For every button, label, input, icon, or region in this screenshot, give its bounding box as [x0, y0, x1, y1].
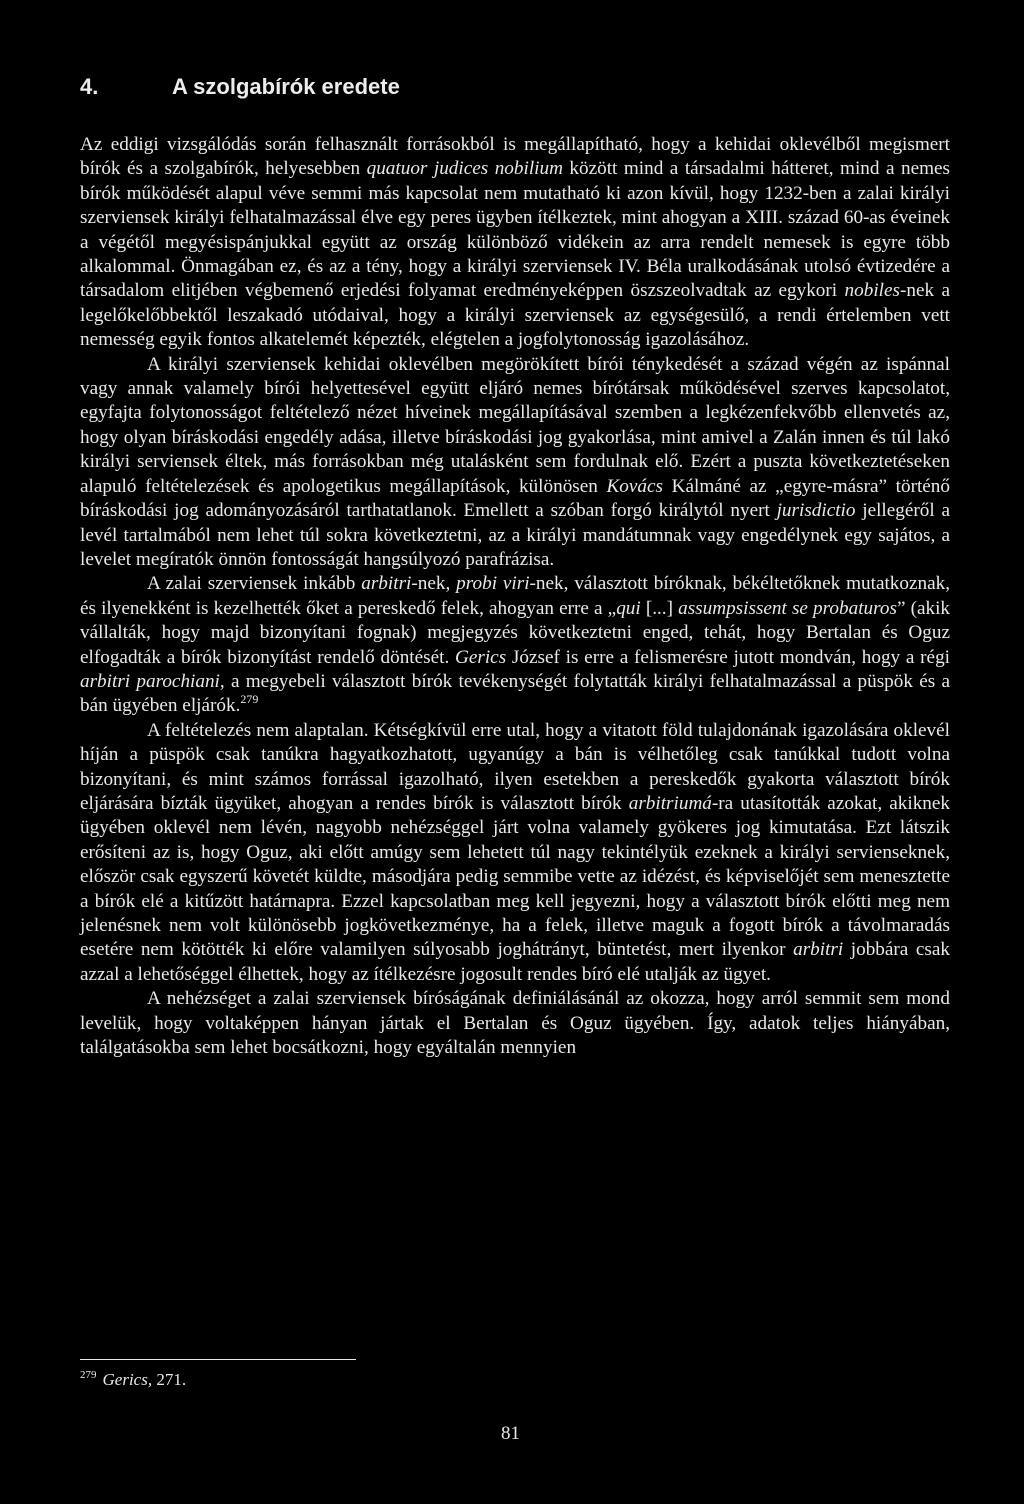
body-text — [80, 133, 950, 1060]
italic-text: Gerics — [455, 646, 507, 668]
paragraph — [80, 719, 950, 987]
footnote-number: 279 — [80, 1369, 97, 1381]
text-run: A nehézséget a zalai szerviensek bíróságának definiálásánál az okozza, hogy arról semmit sem mond levelük, hogy voltaképpen hányan jártak el Bertalan és Oguz ügyében. Így, adatok teljes hiányában, találgatásokba sem lehet bocsátkozni, hogy egyáltalán mennyien — [80, 988, 950, 1059]
text-run: Kálmáné az „egyre-másra” történő bíráskodási jog adományozásáról tarthatatlanok. Emellett a szóban forgó királytól nyert — [80, 475, 950, 522]
footnote-divider — [80, 1359, 356, 1360]
text-run: Az eddigi vizsgálódás során felhasznált forrásokból is megállapítható, hogy a kehidai oklevélből megismert bírók és a szolgabírók, helyesebben — [80, 134, 950, 180]
text-run: jobbára csak azzal a lehetőséggel élhettek, hogy az ítélkezésre jogosult rendes bíró elé utalják az ügyet. — [80, 939, 950, 985]
italic-text: qui — [616, 597, 641, 619]
italic-text: nobiles — [844, 280, 900, 302]
footnote-page: 271. — [152, 1370, 187, 1389]
italic-text: jurisdictio — [776, 500, 856, 522]
text-run: -nek, választott bíróknak, békéltetőknek mutatkoznak, és ilyenekként is kezelhették őket a pereskedő felek, ahogyan erre a „ — [80, 573, 951, 619]
italic-text: arbitriumá — [628, 792, 712, 814]
footnote — [80, 1370, 186, 1390]
text-run: A zalai szerviensek inkább — [147, 573, 362, 595]
page-number: 81 — [501, 1423, 520, 1444]
document-page — [80, 0, 950, 1504]
text-run: A királyi szerviensek kehidai oklevélben megörökített bírói ténykedését a század végén az ispánnal vagy annak valamely bírói helyettesével együtt eljáró nemes bírótársak működésével szerves kapcsolatot, egyfajta folytonosságot feltételező nézet híveinek megállapításával szemben a legkézenfekvőbb ellenvetés az, hogy olyan bíráskodási engedély adása, illetve bíráskodási jog gyakorlása, mint amivel a Zalán innen és túl lakó királyi serviensek éltek, más forrásokban még utalásként sem fordulnak elő. Ezért a puszta következtetéseken alapuló feltételezések és apologetikus megállapítások, különösen — [80, 353, 950, 497]
text-run: jellegéről a levél tartalmából nem lehet túl sokra következtetni, az a királyi mandátumnak vagy engedélynek egy sajátos, a levelet megíratók önnön fontosságát hangsúlyozó parafrázisa. — [80, 500, 950, 570]
italic-text: quatuor judices nobilium — [366, 158, 563, 180]
paragraph — [80, 353, 950, 573]
text-run: József is erre a felismerésre jutott mondván, hogy a régi — [506, 646, 951, 668]
section-number: 4. — [80, 74, 99, 99]
section-heading — [80, 74, 400, 100]
text-run: között mind a társadalmi hátteret, mind a nemes bírók működését alapul véve semmi más kapcsolat nem mutatható ki azon kívül, hogy 1232-ben a zalai királyi szerviensek királyi felhatalmazással élve egy peres ügyben ítélkeztek, mint ahogyan a XIII. század 60-as éveinek a végétől megyésispánjukkal együtt az ország különböző vidékein az arra rendelt nemesek is egyre több alkalommal. Önmagában ez, és az a tény, hogy a királyi szerviensek IV. Béla uralkodásának utolsó évtizedére a társadalom elitjében végbemenő erjedési folyamat eredményeképpen öszszeolvadtak az egykori — [80, 158, 950, 302]
italic-text: assumpsissent se probaturos — [678, 597, 897, 619]
italic-text: arbitri — [361, 573, 412, 595]
paragraph — [80, 572, 950, 718]
section-title: A szolgabírók eredete — [172, 74, 400, 99]
footnote-reference: 279 — [240, 692, 259, 707]
text-run: -nek a legelőkelőbbektől leszakadó utódaival, hogy a királyi szerviensek az egységesülő, a rendi értelemben vett nemesség egyik fontos alkatelemét képezték, elégtelen a jogfolytonosság igazolásához. — [80, 280, 950, 351]
footnote-author: Gerics, — [102, 1370, 153, 1389]
text-run: A feltételezés nem alaptalan. Kétségkívül erre utal, hogy a vitatott föld tulajdonának igazolására oklevél híján a püspök csak tanúkra hagyatkozhatott, ugyanúgy a bán is vélhetőleg csak tanúkkal tudott volna bizonyítani, és mint számos forrással igazolható, ilyen esetekben a pereskedők gyakorta választott bírók eljárására bízták ügyüket, ahogyan a rendes bírók is választott bírók — [80, 719, 950, 814]
italic-text: probi viri — [456, 573, 530, 595]
text-run: ” (akik vállalták, hogy majd bizonyítani fognak) megjegyzés következtetni enged, tehát, hogy Bertalan és Oguz elfogadták a bírók bizonyítást rendelő döntését. — [80, 597, 950, 668]
paragraph — [80, 133, 950, 353]
text-run: , a megyebeli választott bírók tevékenységét folytatták királyi felhatalmazással a püspök és a bán ügyében eljárók. — [80, 670, 950, 717]
italic-text: arbitri parochiani — [80, 670, 220, 692]
paragraph — [80, 987, 950, 1060]
italic-text: Kovács — [606, 475, 663, 497]
text-run: [...] — [640, 597, 679, 619]
text-run: -ra utasították azokat, akiknek ügyében oklevél nem lévén, nagyobb nehézséggel járt volna valamely gyökeres jog kimutatása. Ezt látszik erősíteni az is, hogy Oguz, aki előtt amúgy sem lehetett túl nagy tekintélyük ezeknek a királyi servienseknek, először csak egyszerű követét küldte, másodjára pedig semmibe vette az idézést, és képviselőjét sem menesztette a bírók elé a kitűzött határnapra. Ezzel kapcsolatban meg kell jegyezni, hogy a választott bírók előtti meg nem jelenésnek nem volt különösebb jogkövetkezménye, ha a felek, illetve maguk a fogott bírók a távolmaradás esetére nem kötötték ki előre valamilyen súlyosabb joghátrányt, büntetést, mert ilyenkor — [80, 792, 950, 961]
italic-text: arbitri — [793, 939, 844, 961]
text-run: -nek, — [411, 573, 457, 595]
